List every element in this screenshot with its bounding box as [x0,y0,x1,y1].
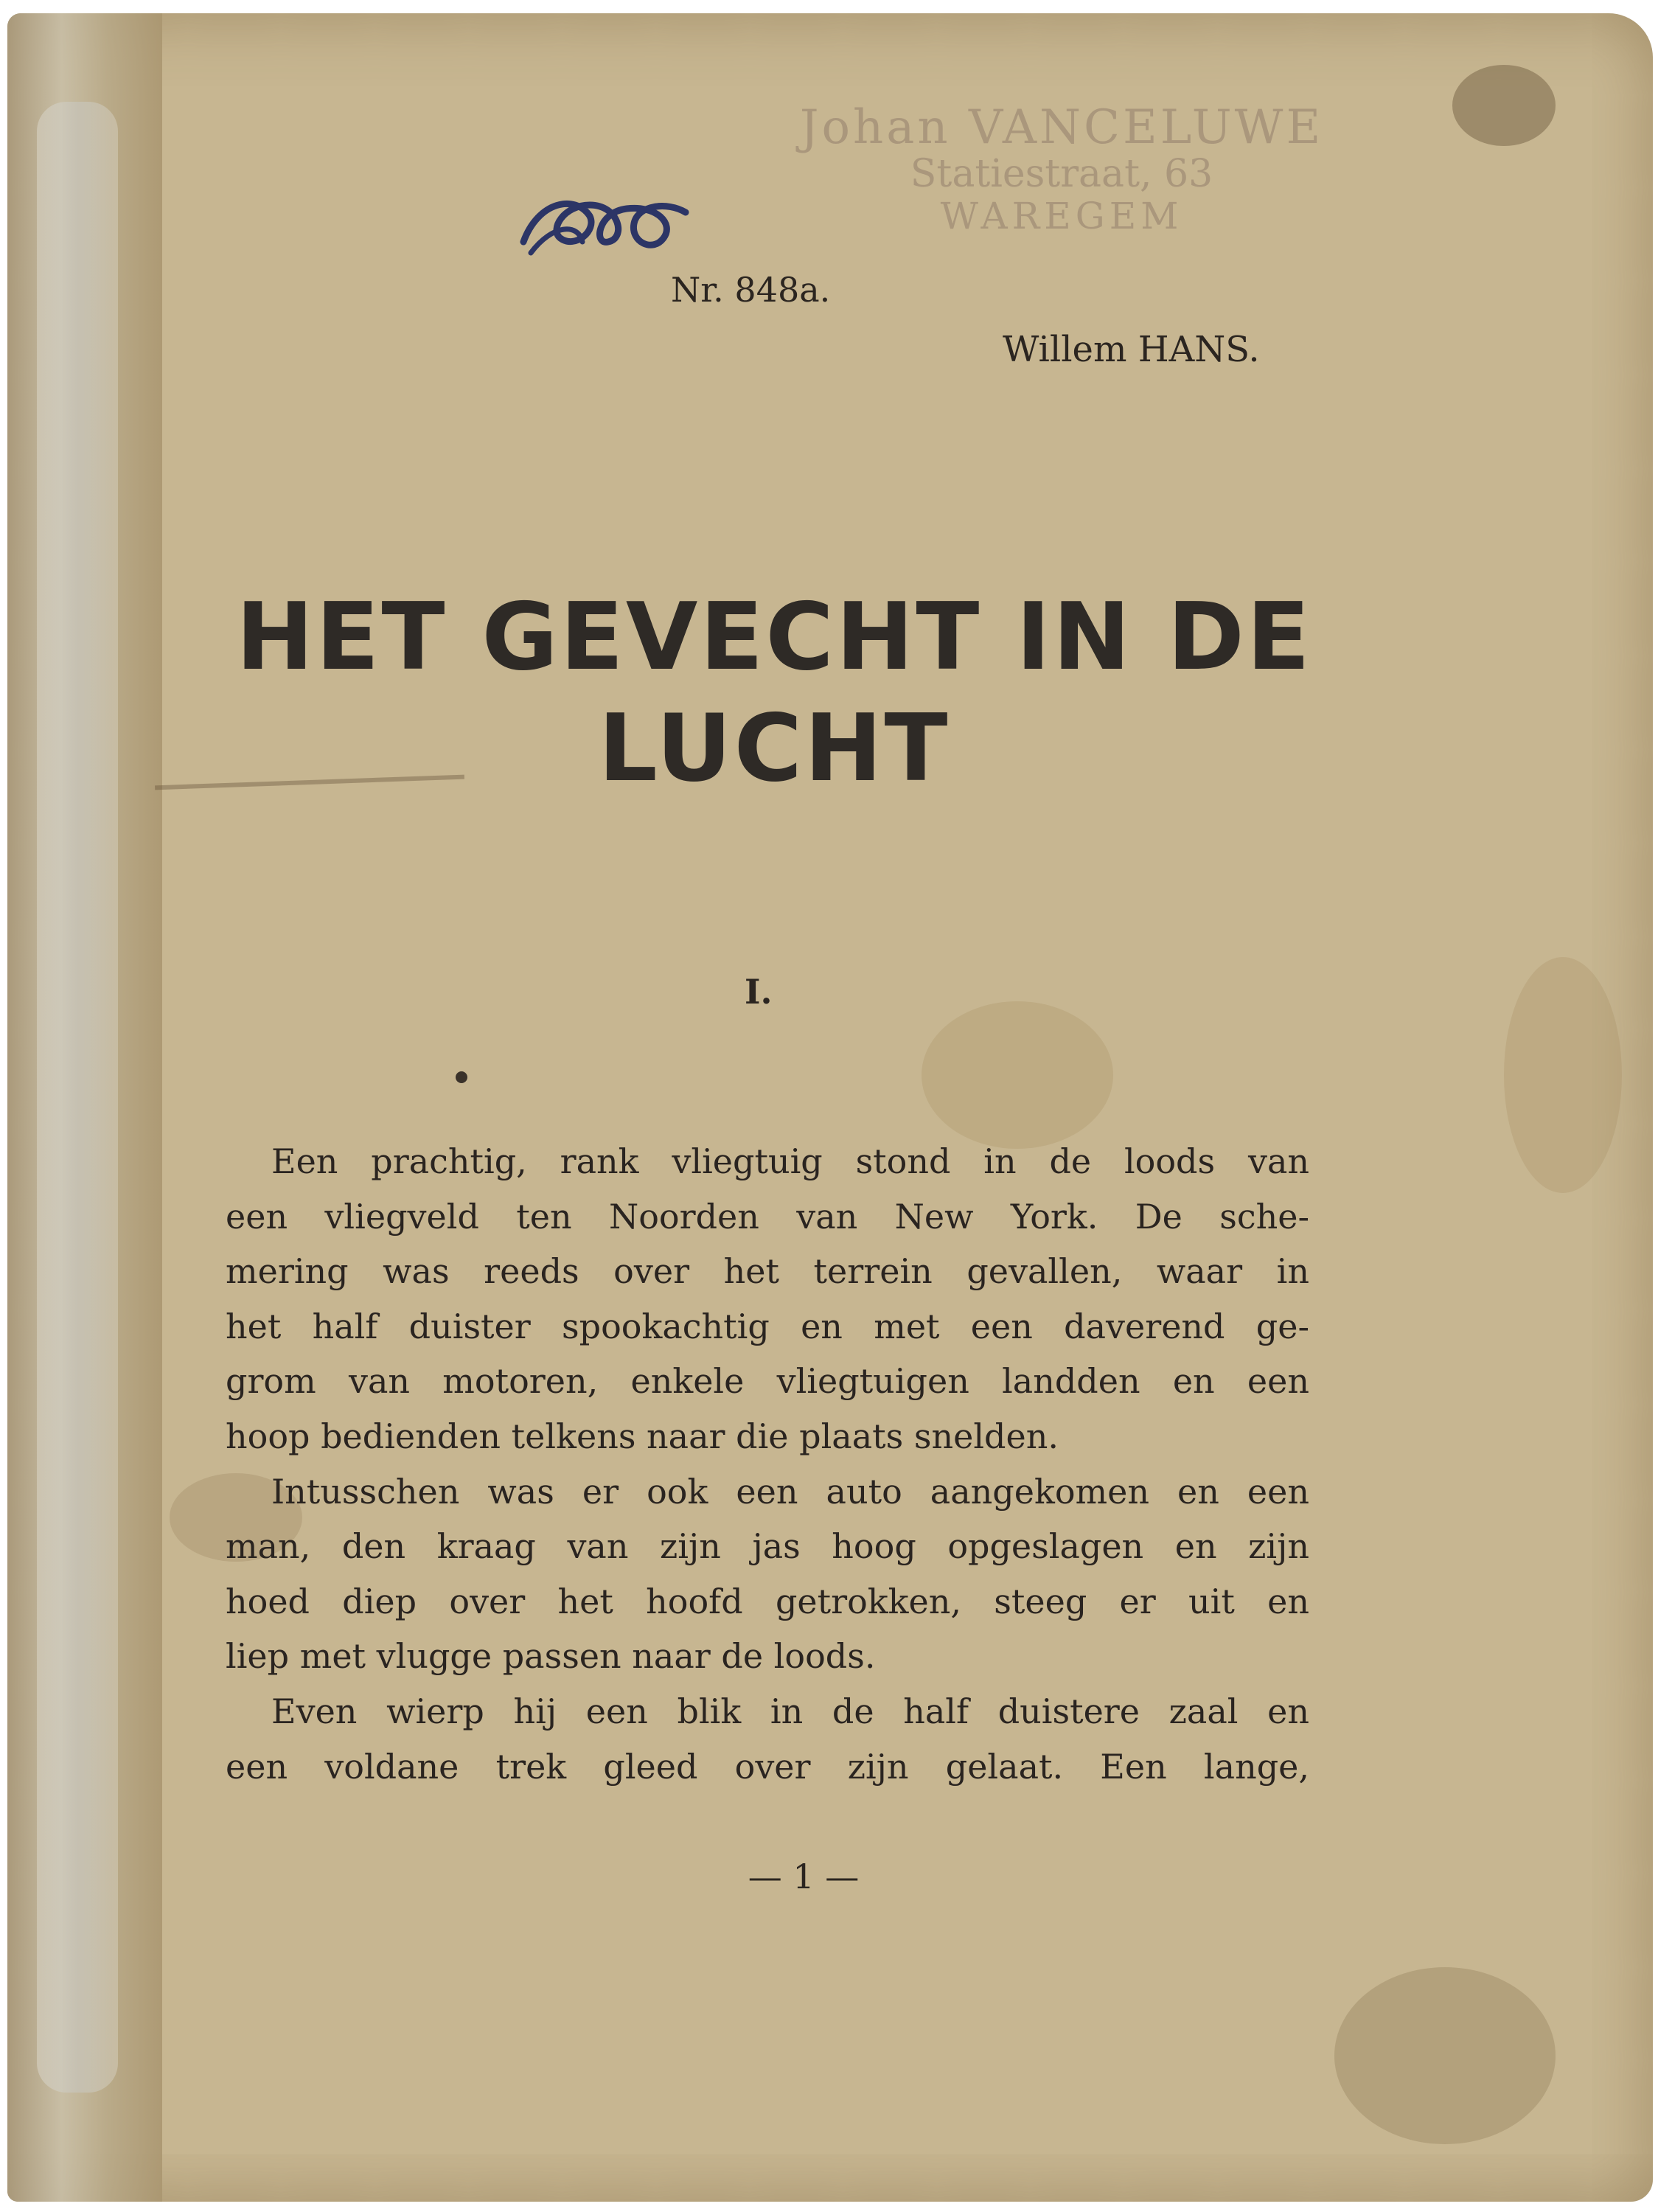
page-number: — 1 — [748,1857,860,1896]
body-line: Een prachtig, rank vliegtuig stond in de loods van [271,1141,1309,1181]
ink-dot [456,1071,467,1083]
book-title-line: HET GEVECHT IN DE [235,582,1312,691]
body-line: een voldane trek gleed over zijn gelaat. Een lange, [226,1746,1309,1787]
body-line: hoed diep over het hoofd getrokken, steeg er uit en [226,1581,1309,1621]
body-line: Even wierp hij een blik in de half duistere zaal en [271,1691,1309,1731]
booklet-number: Nr. 848a. [671,270,831,310]
booklet-page [7,13,1653,2202]
book-title-line: LUCHT [598,694,950,803]
stain [1452,65,1556,146]
spine-tape [37,102,118,2093]
owner-stamp [759,102,1364,237]
ink-scribble-icon [509,172,700,271]
body-text [226,1134,1309,1794]
stain [922,1001,1113,1149]
body-line: Intusschen was er ook een auto aangekomen en een [271,1471,1309,1512]
author-name: Willem HANS. [1003,329,1260,370]
owner-stamp-street: Statiestraat, 63 [910,152,1213,197]
body-line: het half duister spookachtig en met een daverend ge- [226,1306,1309,1346]
stain [1504,957,1622,1193]
body-line: grom van motoren, enkele vliegtuigen landden en een [226,1361,1309,1402]
body-line: hoop bedienden telkens naar die plaats snelden. [226,1416,1059,1456]
ink-scribble-icon-svg [509,172,700,268]
owner-stamp-name: Johan VANCELUWE [799,100,1324,155]
owner-stamp-city: WAREGEM [940,194,1183,237]
stain [1334,1967,1556,2144]
body-line: mering was reeds over het terrein gevallen, waar in [226,1251,1309,1292]
body-line: liep met vlugge passen naar de loods. [226,1636,876,1677]
chapter-number: I. [745,972,773,1012]
body-line: een vliegveld ten Noorden van New York. De sche- [226,1196,1309,1237]
body-line: man, den kraag van zijn jas hoog opgeslagen en zijn [226,1526,1309,1567]
book-title [221,581,1327,804]
